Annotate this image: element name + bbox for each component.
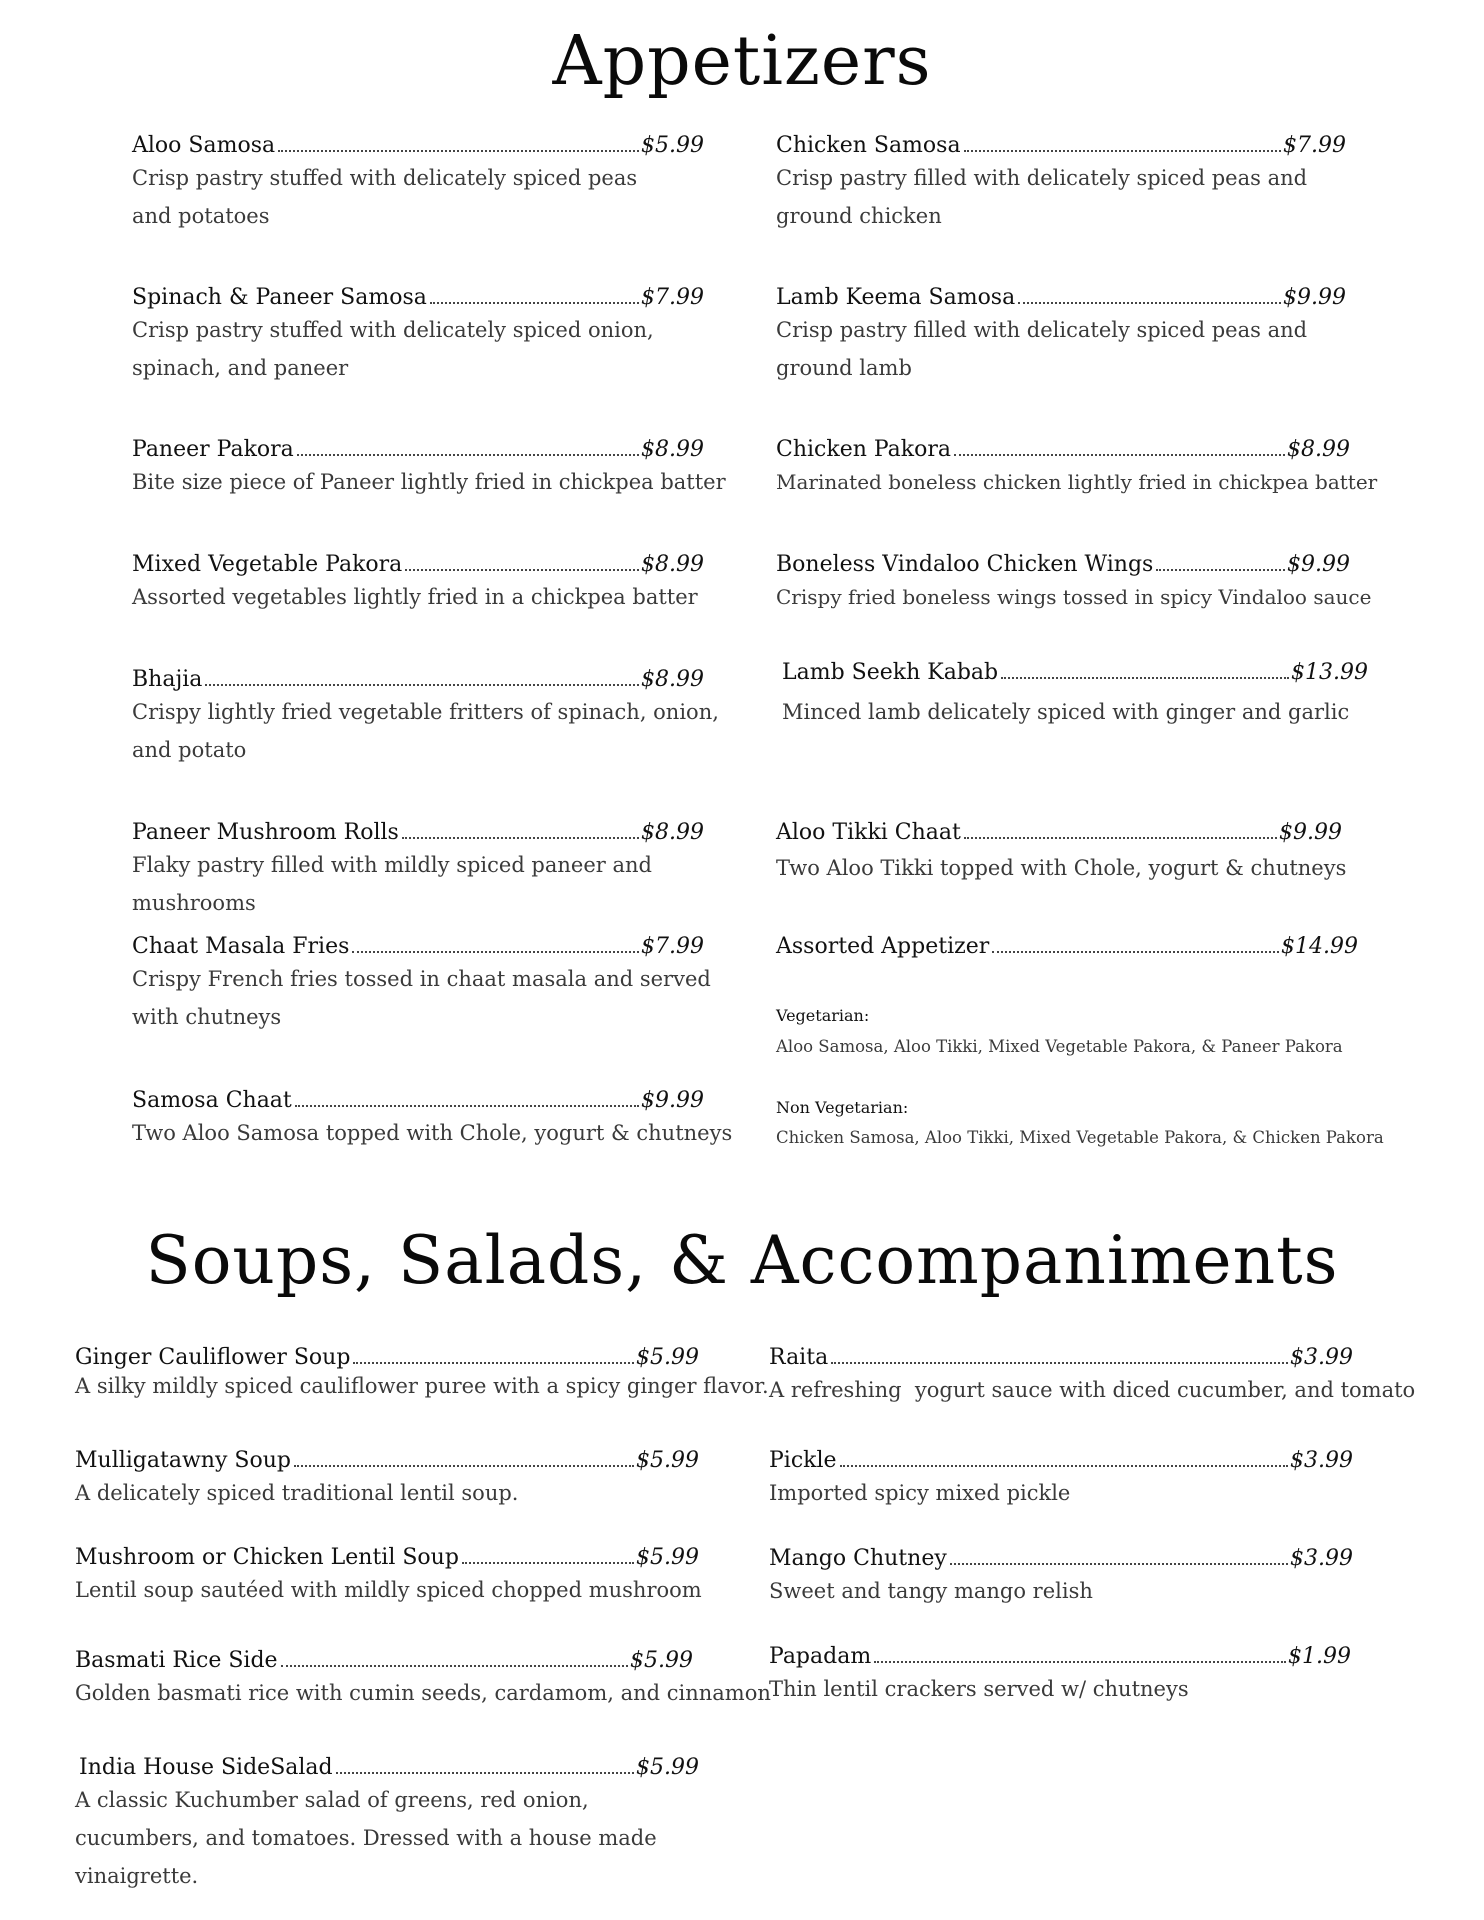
assorted-veg-label: Vegetarian: bbox=[776, 1006, 870, 1025]
item-price: $9.99 bbox=[1283, 285, 1346, 310]
leader-dots bbox=[874, 1661, 1286, 1663]
leader-dots bbox=[964, 837, 1277, 839]
item-name: Assorted Appetizer bbox=[776, 934, 990, 959]
leader-dots bbox=[1001, 677, 1289, 679]
item-name: Ginger Cauliflower Soup bbox=[75, 1345, 351, 1370]
item-description: Crisp pastry filled with delicately spiced peas and ground lamb bbox=[776, 318, 1308, 380]
item-description: Marinated boneless chicken lightly fried in chickpea batter bbox=[776, 470, 1378, 494]
item-description: Crisp pastry stuffed with delicately spiced onion, spinach, and paneer bbox=[132, 318, 654, 380]
item-name: India House SideSalad bbox=[79, 1755, 333, 1780]
leader-dots bbox=[831, 1362, 1288, 1364]
soups-title: Soups, Salads, & Accompaniments bbox=[145, 1222, 1339, 1299]
item-description: Sweet and tangy mango relish bbox=[769, 1579, 1093, 1603]
leader-dots bbox=[964, 150, 1281, 152]
menu-item bbox=[776, 820, 1347, 887]
item-price: $7.99 bbox=[1283, 133, 1346, 158]
item-name: Chicken Samosa bbox=[776, 133, 961, 158]
leader-dots bbox=[840, 1465, 1288, 1467]
item-price: $5.99 bbox=[636, 1755, 699, 1780]
item-price: $8.99 bbox=[641, 552, 704, 577]
item-description: Crispy French fries tossed in chaat masala and served with chutneys bbox=[132, 967, 711, 1029]
leader-dots bbox=[281, 1665, 628, 1667]
menu-item bbox=[776, 934, 1358, 959]
menu-item bbox=[132, 133, 704, 235]
item-price: $8.99 bbox=[641, 667, 704, 692]
item-name: Samosa Chaat bbox=[132, 1088, 292, 1113]
item-name: Aloo Tikki Chaat bbox=[776, 820, 961, 845]
menu-item bbox=[132, 820, 704, 922]
item-price: $8.99 bbox=[641, 437, 704, 462]
item-name: Mango Chutney bbox=[769, 1546, 947, 1571]
item-description: Golden basmati rice with cumin seeds, cardamom, and cinnamon bbox=[75, 1681, 771, 1705]
menu-item bbox=[75, 1345, 769, 1401]
item-description: A refreshing yogurt sauce with diced cucumber, and tomato bbox=[769, 1378, 1416, 1402]
item-price: $13.99 bbox=[1291, 660, 1368, 685]
appetizers-title: Appetizers bbox=[552, 22, 932, 101]
menu-item bbox=[776, 552, 1372, 616]
leader-dots bbox=[954, 454, 1285, 456]
item-name: Lamb Seekh Kabab bbox=[782, 660, 999, 685]
item-price: $9.99 bbox=[1279, 820, 1342, 845]
item-name: Pickle bbox=[769, 1448, 837, 1473]
assorted-nonveg-items: Chicken Samosa, Aloo Tikki, Mixed Vegetable Pakora, & Chicken Pakora bbox=[776, 1128, 1384, 1147]
item-name: Chicken Pakora bbox=[776, 437, 952, 462]
leader-dots bbox=[430, 302, 639, 304]
menu-item bbox=[75, 1448, 699, 1512]
leader-dots bbox=[462, 1562, 634, 1564]
item-description: Minced lamb delicately spiced with ginger and garlic bbox=[782, 700, 1350, 724]
leader-dots bbox=[405, 569, 639, 571]
item-description: Lentil soup sautéed with mildly spiced chopped mushroom bbox=[75, 1578, 702, 1602]
leader-dots bbox=[1156, 569, 1285, 571]
menu-item bbox=[776, 133, 1346, 235]
item-name: Mulligatawny Soup bbox=[75, 1448, 291, 1473]
item-name: Aloo Samosa bbox=[132, 133, 276, 158]
menu-item bbox=[132, 285, 704, 387]
item-price: $5.99 bbox=[636, 1545, 699, 1570]
menu-item bbox=[75, 1648, 771, 1712]
leader-dots bbox=[1018, 302, 1281, 304]
leader-dots bbox=[205, 684, 639, 686]
item-description: Bite size piece of Paneer lightly fried in chickpea batter bbox=[132, 470, 726, 494]
menu-item bbox=[769, 1345, 1416, 1409]
item-name: Raita bbox=[769, 1345, 829, 1370]
menu-item bbox=[769, 1644, 1351, 1708]
menu-item bbox=[769, 1546, 1353, 1610]
leader-dots bbox=[352, 951, 639, 953]
item-description: Imported spicy mixed pickle bbox=[769, 1481, 1071, 1505]
leader-dots bbox=[353, 1362, 634, 1364]
leader-dots bbox=[402, 837, 639, 839]
item-description: Assorted vegetables lightly fried in a chickpea batter bbox=[132, 585, 698, 609]
item-name: Papadam bbox=[769, 1644, 872, 1669]
assorted-nonveg-label: Non Vegetarian: bbox=[776, 1098, 909, 1117]
item-description: Crisp pastry stuffed with delicately spiced peas and potatoes bbox=[132, 166, 638, 228]
item-name: Mushroom or Chicken Lentil Soup bbox=[75, 1545, 459, 1570]
leader-dots bbox=[992, 951, 1279, 953]
menu-item bbox=[75, 1545, 702, 1609]
item-description: Crispy fried boneless wings tossed in spicy Vindaloo sauce bbox=[776, 585, 1372, 609]
item-price: $3.99 bbox=[1290, 1345, 1353, 1370]
assorted-veg-items: Aloo Samosa, Aloo Tikki, Mixed Vegetable Pakora, & Paneer Pakora bbox=[776, 1037, 1343, 1056]
item-description: Crisp pastry filled with delicately spiced peas and ground chicken bbox=[776, 166, 1308, 228]
item-name: Basmati Rice Side bbox=[75, 1648, 278, 1673]
menu-item bbox=[132, 437, 726, 501]
item-price: $5.99 bbox=[630, 1648, 693, 1673]
item-name: Bhajia bbox=[132, 667, 203, 692]
menu-item bbox=[782, 660, 1368, 731]
item-price: $5.99 bbox=[636, 1448, 699, 1473]
menu-item bbox=[776, 285, 1346, 387]
item-description: Two Aloo Tikki topped with Chole, yogurt & chutneys bbox=[776, 856, 1347, 880]
item-price: $14.99 bbox=[1281, 934, 1358, 959]
item-name: Chaat Masala Fries bbox=[132, 934, 350, 959]
item-name: Mixed Vegetable Pakora bbox=[132, 552, 403, 577]
item-price: $5.99 bbox=[636, 1345, 699, 1370]
menu-item bbox=[75, 1755, 699, 1895]
item-price: $9.99 bbox=[1287, 552, 1350, 577]
leader-dots bbox=[278, 150, 639, 152]
item-name: Boneless Vindaloo Chicken Wings bbox=[776, 552, 1154, 577]
menu-item bbox=[132, 667, 719, 769]
item-price: $7.99 bbox=[641, 285, 704, 310]
item-price: $9.99 bbox=[641, 1088, 704, 1113]
item-name: Spinach & Paneer Samosa bbox=[132, 285, 427, 310]
item-price: $3.99 bbox=[1290, 1546, 1353, 1571]
item-description: Flaky pastry filled with mildly spiced paneer and mushrooms bbox=[132, 853, 652, 915]
menu-item bbox=[132, 1088, 733, 1152]
menu-item bbox=[132, 552, 704, 616]
item-price: $3.99 bbox=[1290, 1448, 1353, 1473]
item-price: $7.99 bbox=[641, 934, 704, 959]
item-name: Paneer Mushroom Rolls bbox=[132, 820, 399, 845]
item-description: Crispy lightly fried vegetable fritters of spinach, onion, and potato bbox=[132, 700, 719, 762]
leader-dots bbox=[294, 1465, 634, 1467]
item-description: A silky mildly spiced cauliflower puree with a spicy ginger flavor. bbox=[75, 1374, 769, 1398]
leader-dots bbox=[295, 1105, 639, 1107]
leader-dots bbox=[950, 1563, 1288, 1565]
item-price: $8.99 bbox=[641, 820, 704, 845]
item-price: $5.99 bbox=[641, 133, 704, 158]
item-description: Two Aloo Samosa topped with Chole, yogurt & chutneys bbox=[132, 1121, 733, 1145]
menu-item bbox=[776, 437, 1378, 501]
item-description: A classic Kuchumber salad of greens, red onion, cucumbers, and tomatoes. Dressed with a house made vinaigrette. bbox=[75, 1788, 657, 1888]
menu-item bbox=[769, 1448, 1353, 1512]
item-name: Paneer Pakora bbox=[132, 437, 294, 462]
leader-dots bbox=[297, 454, 639, 456]
menu-item bbox=[132, 934, 711, 1036]
item-description: A delicately spiced traditional lentil soup. bbox=[75, 1481, 519, 1505]
item-price: $1.99 bbox=[1288, 1644, 1351, 1669]
item-description: Thin lentil crackers served w/ chutneys bbox=[769, 1677, 1189, 1701]
item-price: $8.99 bbox=[1287, 437, 1350, 462]
leader-dots bbox=[336, 1772, 634, 1774]
item-name: Lamb Keema Samosa bbox=[776, 285, 1016, 310]
